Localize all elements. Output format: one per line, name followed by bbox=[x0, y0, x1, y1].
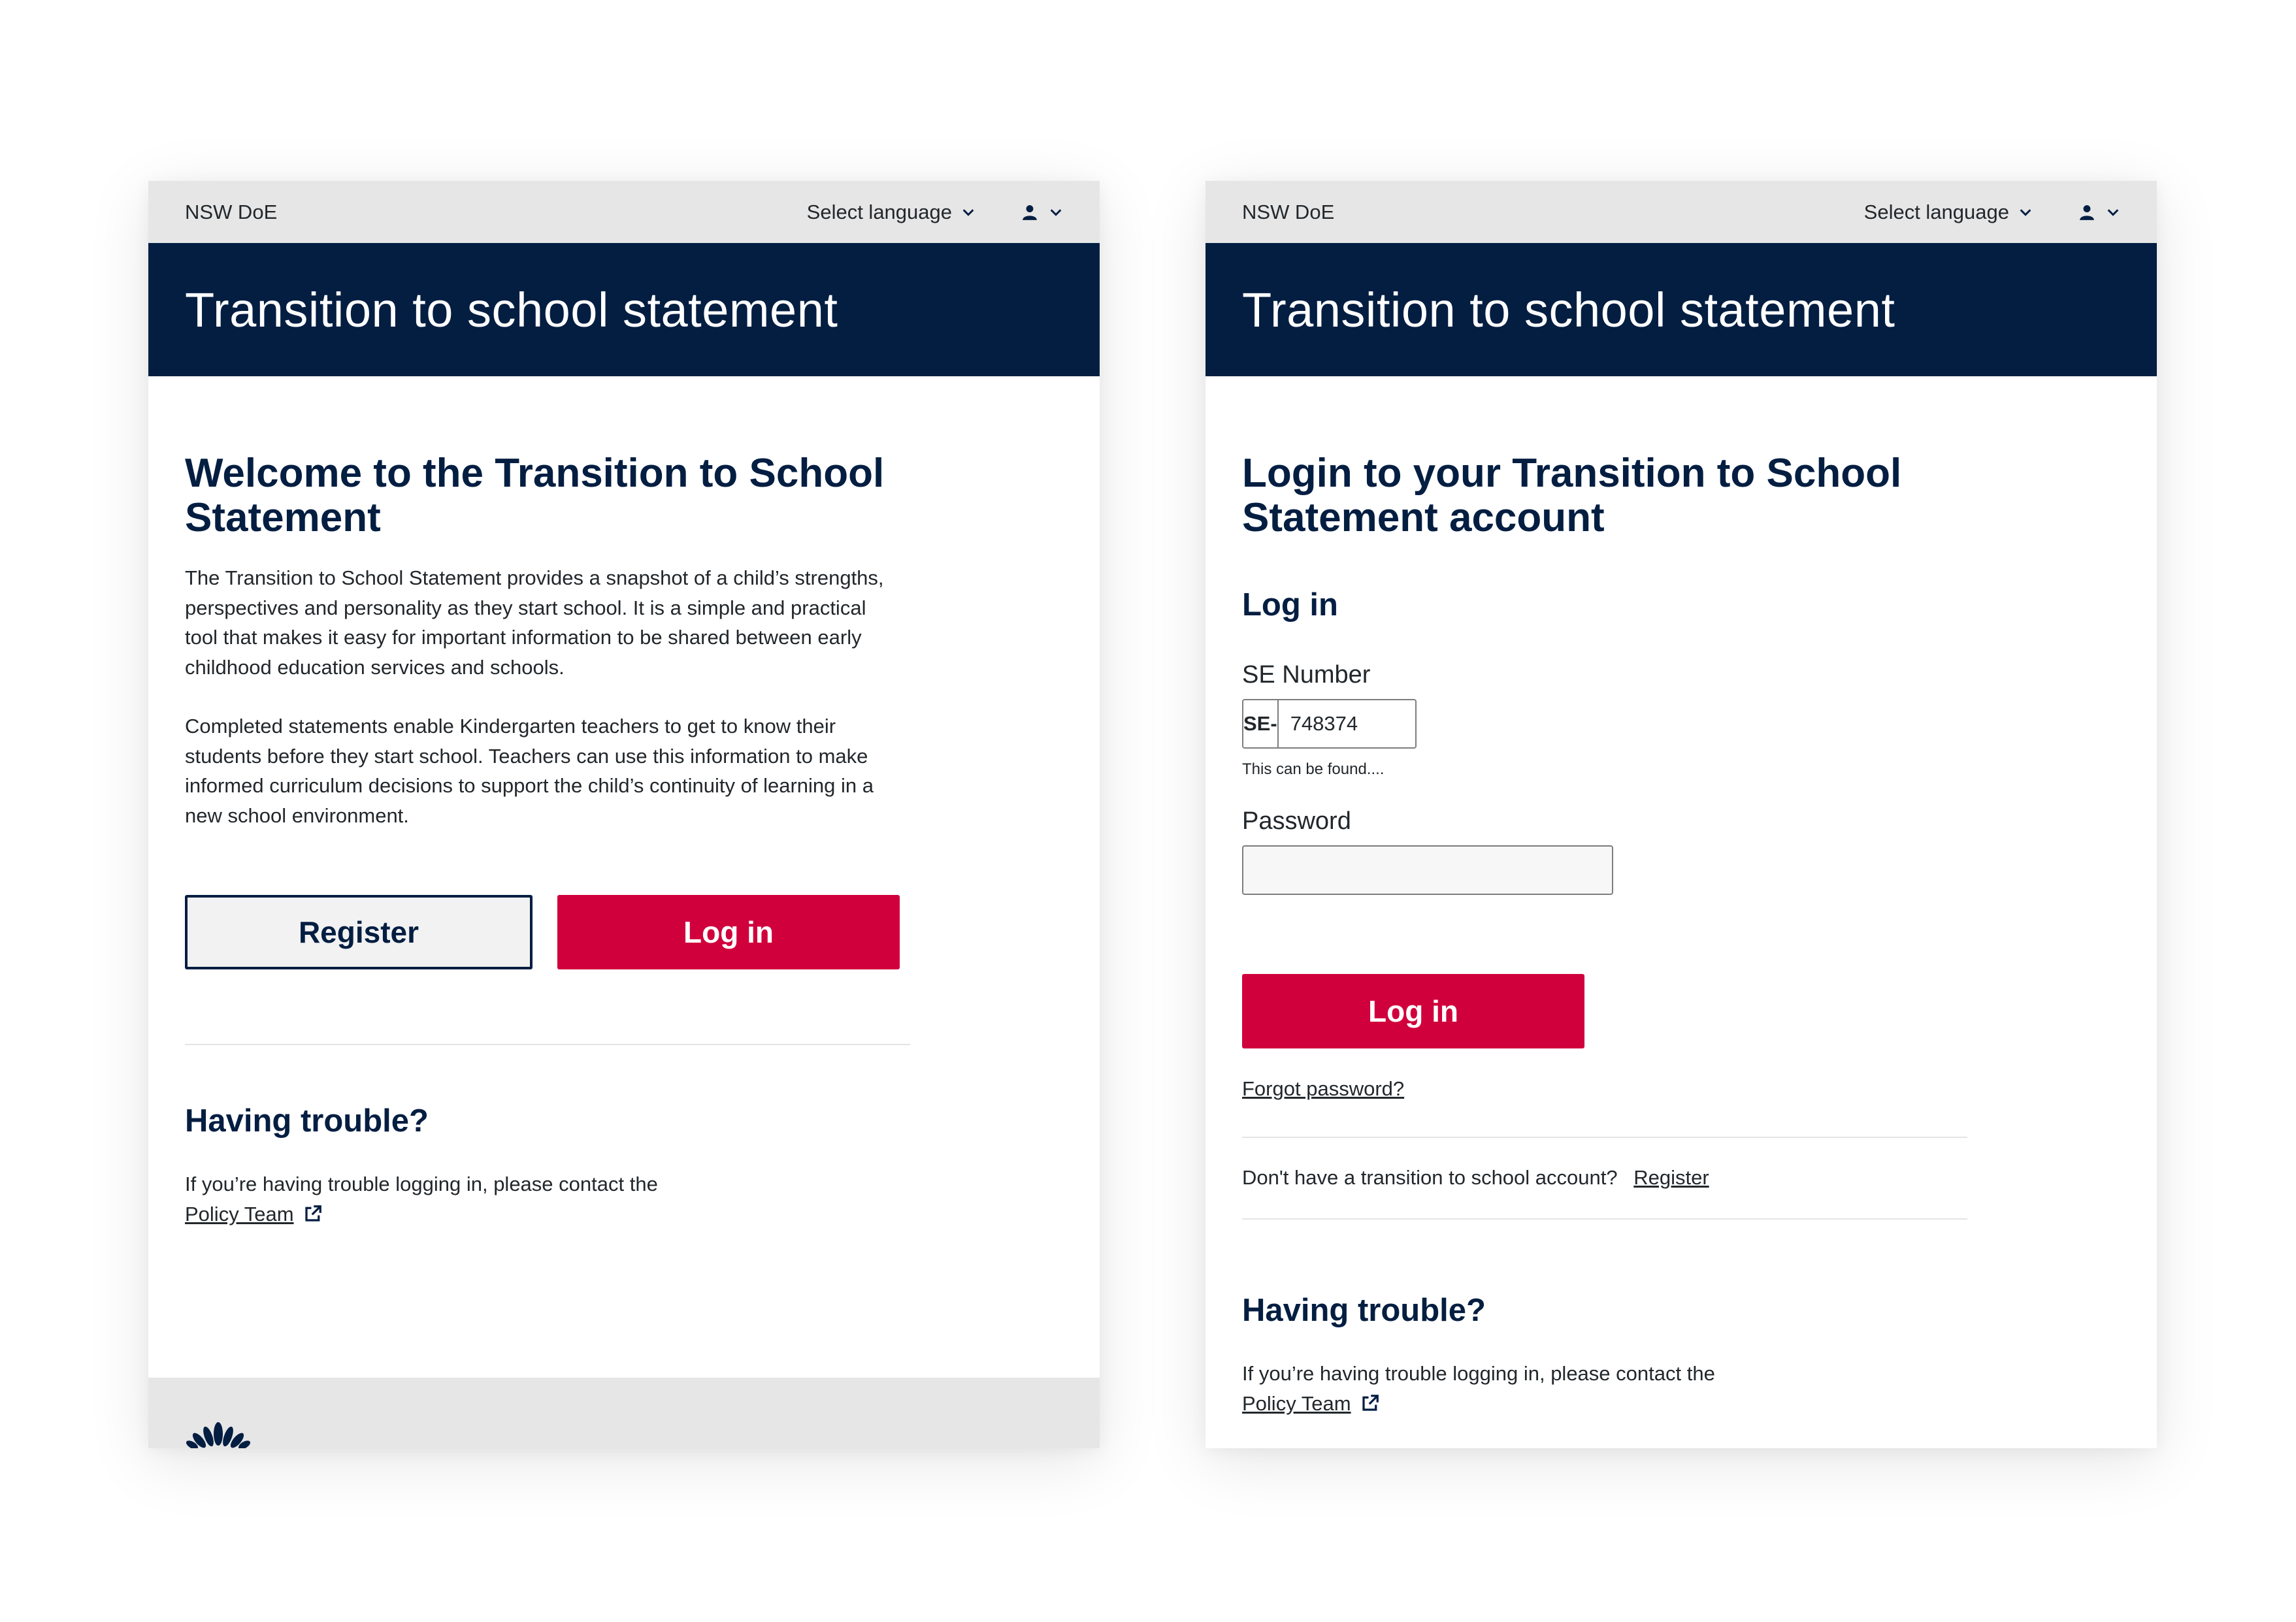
login-subheading: Log in bbox=[1242, 587, 1338, 623]
user-menu[interactable] bbox=[2078, 204, 2120, 221]
se-prefix: SE- bbox=[1243, 700, 1279, 747]
brand-label: NSW DoE bbox=[185, 200, 278, 223]
password-label: Password bbox=[1242, 807, 1351, 835]
user-icon bbox=[1021, 204, 1038, 221]
external-link-icon bbox=[303, 1204, 323, 1224]
top-bar bbox=[148, 181, 1100, 243]
chevron-down-icon bbox=[961, 205, 976, 219]
forgot-password-link[interactable]: Forgot password? bbox=[1242, 1077, 1405, 1100]
login-button[interactable]: Log in bbox=[557, 895, 900, 969]
se-number-field bbox=[1242, 699, 1417, 749]
chevron-down-icon bbox=[1049, 205, 1063, 219]
language-label: Select language bbox=[806, 200, 952, 223]
page-title: Login to your Transition to School Statement account bbox=[1242, 451, 1902, 540]
waratah-logo-icon bbox=[186, 1422, 250, 1448]
policy-team-link[interactable]: Policy Team bbox=[1242, 1392, 1351, 1415]
masthead-title: Transition to school statement bbox=[1242, 282, 1895, 337]
top-bar bbox=[1205, 181, 2157, 243]
login-screen bbox=[1205, 181, 2157, 1448]
welcome-screen bbox=[148, 181, 1100, 1448]
trouble-text: If you’re having trouble logging in, please contact the bbox=[185, 1173, 658, 1195]
intro-paragraph: The Transition to School Statement provides a snapshot of a child’s strengths, perspectives and personality as they start school. It is a simple and practical tool that makes it easy for important information to be shared between early childhood education services and schools. bbox=[185, 566, 884, 679]
se-number-input[interactable] bbox=[1279, 700, 1417, 747]
page-title: Welcome to the Transition to School Statement bbox=[185, 451, 885, 540]
divider bbox=[1242, 1137, 1967, 1138]
language-selector[interactable] bbox=[807, 201, 976, 224]
password-input[interactable] bbox=[1242, 845, 1613, 895]
login-button[interactable]: Log in bbox=[1242, 974, 1584, 1048]
register-button[interactable]: Register bbox=[185, 895, 533, 969]
masthead bbox=[148, 243, 1100, 376]
register-link[interactable]: Register bbox=[1633, 1166, 1709, 1189]
external-link-icon bbox=[1360, 1393, 1380, 1413]
trouble-heading: Having trouble? bbox=[185, 1103, 429, 1139]
language-label: Select language bbox=[1863, 200, 2009, 223]
divider bbox=[185, 1044, 910, 1045]
chevron-down-icon bbox=[2106, 205, 2120, 219]
chevron-down-icon bbox=[2018, 205, 2033, 219]
welcome-content bbox=[148, 376, 1100, 1380]
brand-label: NSW DoE bbox=[1242, 200, 1335, 223]
masthead bbox=[1205, 243, 2157, 376]
language-selector[interactable] bbox=[1864, 201, 2033, 224]
trouble-text: If you’re having trouble logging in, please contact the bbox=[1242, 1362, 1715, 1385]
policy-team-link[interactable]: Policy Team bbox=[185, 1203, 294, 1225]
login-content bbox=[1205, 376, 2157, 1448]
divider bbox=[1242, 1218, 1967, 1220]
user-menu[interactable] bbox=[1021, 204, 1063, 221]
footer bbox=[148, 1378, 1100, 1448]
user-icon bbox=[2078, 204, 2095, 221]
no-account-row bbox=[1242, 1163, 1709, 1193]
se-hint: This can be found.... bbox=[1242, 760, 1385, 778]
info-paragraph: Completed statements enable Kindergarten teachers to get to know their students before they start school. Teachers can use this information to make informed curriculum decisions to support the child’s continuity of learning in a new school environment. bbox=[185, 715, 874, 827]
trouble-heading: Having trouble? bbox=[1242, 1293, 1486, 1328]
masthead-title: Transition to school statement bbox=[185, 282, 838, 337]
no-account-text: Don't have a transition to school account? bbox=[1242, 1166, 1618, 1189]
policy-team-link-wrap bbox=[1242, 1389, 1380, 1419]
policy-team-link-wrap bbox=[185, 1199, 323, 1229]
se-number-label: SE Number bbox=[1242, 661, 1371, 689]
